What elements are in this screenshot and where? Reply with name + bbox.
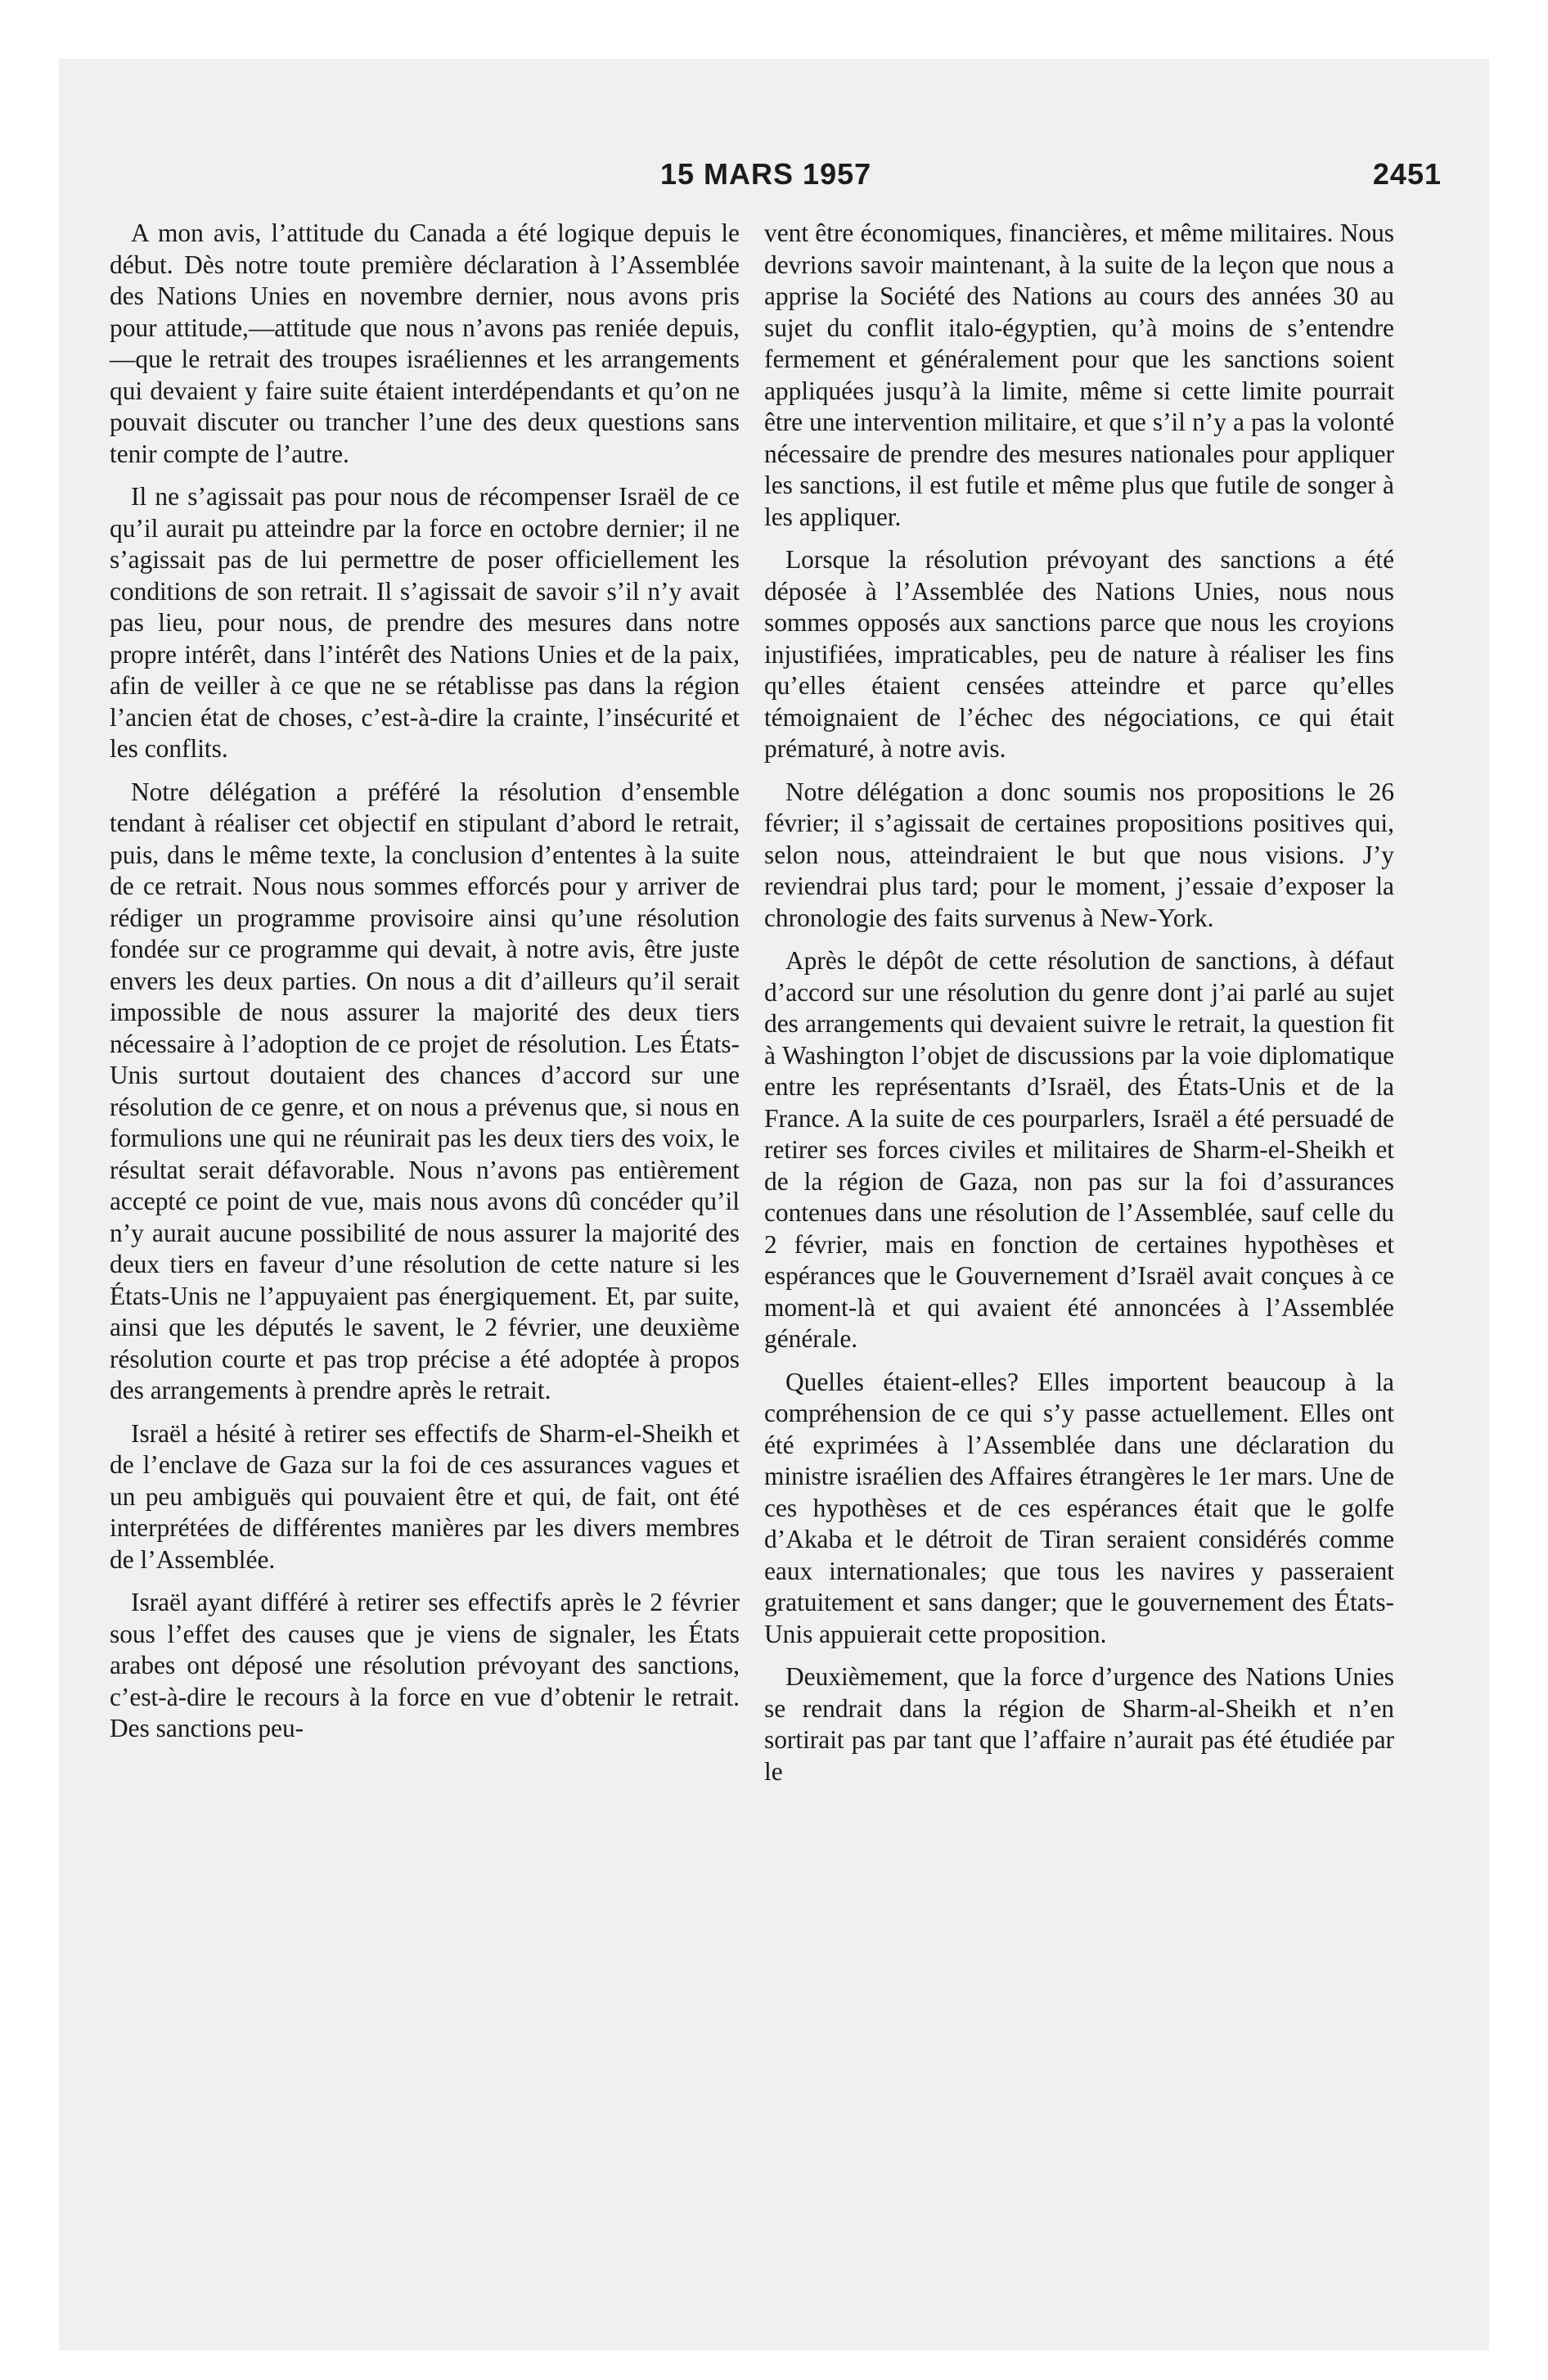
paragraph: Notre délégation a préféré la résolution d’ensemble tendant à réaliser cet objectif en stipulant d’abord le retrait, puis, dans le même texte, la conclusion d’ententes à la suite de ce retrait. Nous nous sommes efforcés pour y arriver de rédiger un programme provisoire ainsi qu’une résolution fondée sur ce programme qui devait, à notre avis, être juste envers les deux parties. On nous a dit d’ailleurs qu’il serait impossible de nous assurer la majorité des deux tiers nécessaire à l’adoption de ce projet de résolution. Les États-Unis surtout doutaient des chances d’accord sur une résolution de ce genre, et on nous a prévenus que, si nous en formulions une qui ne réunirait pas les deux tiers des voix, le résultat serait défavorable. Nous n’avons pas entièrement accepté ce point de vue, mais nous avons dû concéder qu’il n’y aurait aucune possibilité de nous assurer la majorité des deux tiers en faveur d’une résolution de cette nature si les États-Unis ne l’appuyaient pas énergiquement. Et, par suite, ainsi que les députés le savent, le 2 février, une deuxième résolution courte et pas trop précise a été adoptée à propos des arrangements à prendre après le retrait. bbox=[110, 777, 740, 1404]
right-column bbox=[764, 218, 1394, 1799]
page-number: 2451 bbox=[1372, 157, 1442, 191]
left-column bbox=[110, 218, 740, 1756]
paragraph: Israël a hésité à retirer ses effectifs de Sharm-el-Sheikh et de l’enclave de Gaza sur la foi de ces assurances vagues et un peu ambiguës qui pouvaient être et qui, de fait, ont été interprétées de différentes manières par les divers membres de l’Assemblée. bbox=[110, 1418, 740, 1574]
paragraph: Deuxièmement, que la force d’urgence des Nations Unies se rendrait dans la région de Sharm-al-Sheikh et n’en sortirait pas par tant que l’affaire n’aurait pas été étudiée par le bbox=[764, 1662, 1394, 1786]
paragraph: vent être économiques, financières, et même militaires. Nous devrions savoir maintenant, à la suite de la leçon que nous a apprise la Société des Nations au cours des années 30 au sujet du conflit italo-égyptien, qu’à moins de s’entendre fermement et généralement pour que les sanctions soient appliquées jusqu’à la limite, même si cette limite pourrait être une intervention militaire, et que s’il n’y a pas la volonté nécessaire de prendre des mesures nationales pour appliquer les sanctions, il est futile et même plus que futile de songer à les appliquer. bbox=[764, 219, 1394, 531]
paragraph: A mon avis, l’attitude du Canada a été logique depuis le début. Dès notre toute première déclaration à l’Assemblée des Nations Unies en novembre dernier, nous avons pris pour attitude,—attitude que nous n’avons pas reniée depuis,—que le retrait des troupes israéliennes et les arrangements qui devaient y faire suite étaient interdépendants et qu’on ne pouvait discuter ou trancher l’une des deux questions sans tenir compte de l’autre. bbox=[110, 219, 740, 468]
paragraph: Après le dépôt de cette résolution de sanctions, à défaut d’accord sur une résolution du genre dont j’ai parlé au sujet des arrangements qui devaient suivre le retrait, la question fit à Washington l’objet de discussions par la voie diplomatique entre les représentants d’Israël, des États-Unis et de la France. A la suite de ces pourparlers, Israël a été persuadé de retirer ses forces civiles et militaires de Sharm-el-Sheikh et de la région de Gaza, non pas sur la foi d’assurances contenues dans une résolution de l’Assemblée, sauf celle du 2 février, mais en fonction de certaines hypothèses et espérances que le Gouvernement d’Israël avait conçues à ce moment-là et qui avaient été annoncées à l’Assemblée générale. bbox=[764, 946, 1394, 1353]
paragraph: Il ne s’agissait pas pour nous de récompenser Israël de ce qu’il aurait pu atteindre par la force en octobre dernier; il ne s’agissait pas de lui permettre de poser officiellement les conditions de son retrait. Il s’agissait de savoir s’il n’y avait pas lieu, pour nous, de prendre des mesures dans notre propre intérêt, dans l’intérêt des Nations Unies et de la paix, afin de veiller à ce que ne se rétablisse pas dans la région l’ancien état de choses, c’est-à-dire la crainte, l’insécurité et les conflits. bbox=[110, 482, 740, 763]
paragraph: Israël ayant différé à retirer ses effectifs après le 2 février sous l’effet des causes que je viens de signaler, les États arabes ont déposé une résolution prévoyant des sanctions, c’est-à-dire le recours à la force en vue d’obtenir le retrait. Des sanctions peu- bbox=[110, 1588, 740, 1742]
paragraph: Quelles étaient-elles? Elles importent beaucoup à la compréhension de ce qui s’y passe actuellement. Elles ont été exprimées à l’Assemblée dans une déclaration du ministre israélien des Affaires étrangères le 1er mars. Une de ces hypothèses et de ces espérances était que le golfe d’Akaba et le détroit de Tiran seraient considérés comme eaux internationales; que tous les navires y passeraient gratuitement et sans danger; que le gouvernement des États-Unis appuierait cette proposition. bbox=[764, 1367, 1394, 1648]
paragraph: Lorsque la résolution prévoyant des sanctions a été déposée à l’Assemblée des Nations Unies, nous nous sommes opposés aux sanctions parce que nous les croyions injustifiées, impraticables, peu de nature à réaliser les fins qu’elles étaient censées atteindre et parce qu’elles témoignaient de l’échec des négociations, ce qui était prématuré, à notre avis. bbox=[764, 545, 1394, 763]
paragraph: Notre délégation a donc soumis nos propositions le 26 février; il s’agissait de certaines propositions positives qui, selon nous, atteindraient le but que nous visions. J’y reviendrai plus tard; pour le moment, j’essaie d’exposer la chronologie des faits survenus à New-York. bbox=[764, 777, 1394, 932]
page-header bbox=[59, 157, 1489, 198]
page-date: 15 MARS 1957 bbox=[660, 157, 872, 191]
